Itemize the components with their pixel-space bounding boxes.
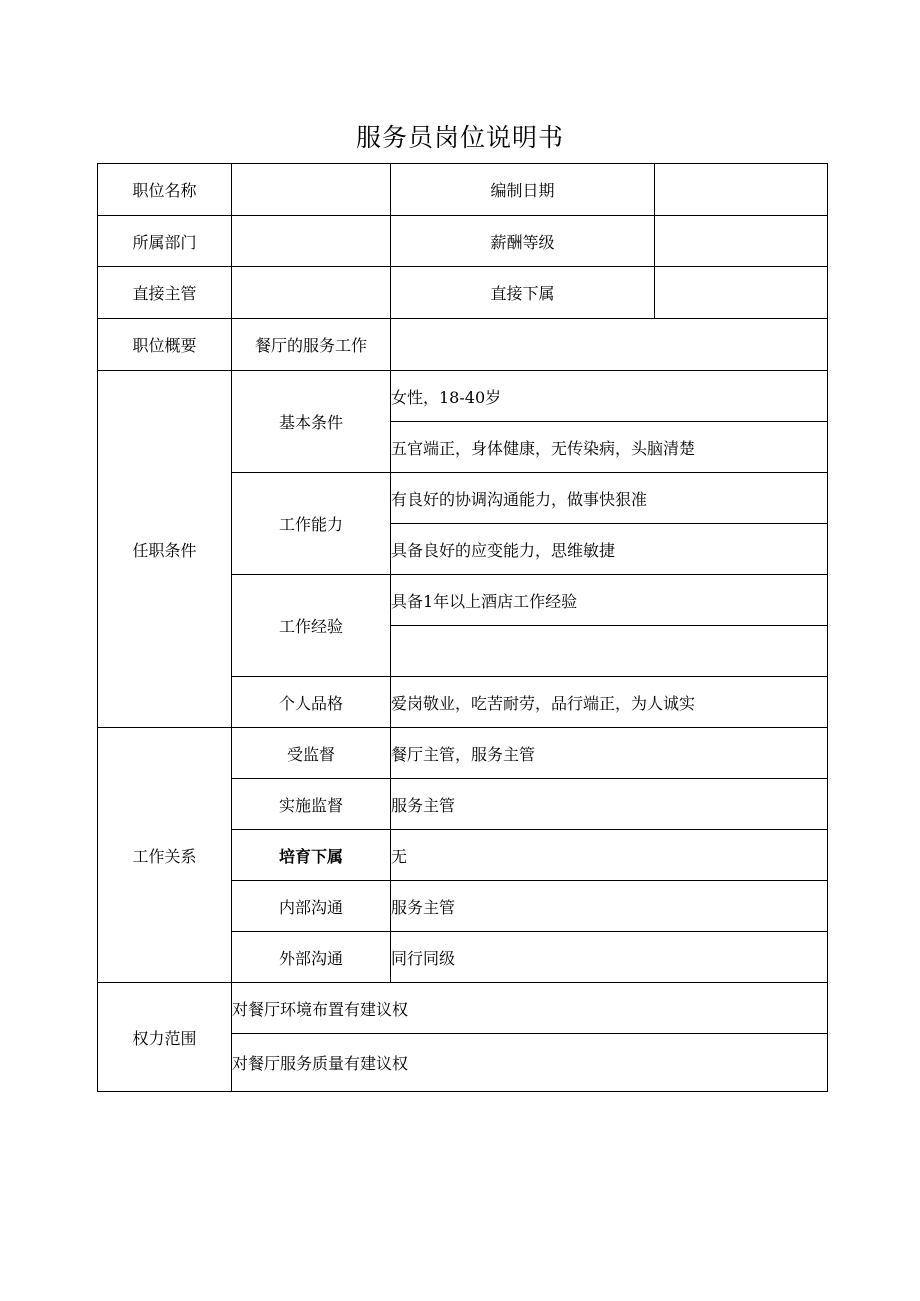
work-experience-item: 具备1年以上酒店工作经验: [391, 575, 828, 626]
row-supervisor: [98, 267, 828, 319]
personal-character-value: 爱岗敬业，吃苦耐劳，品行端正，为人诚实: [391, 677, 828, 728]
row-authority-1: [98, 983, 828, 1034]
work-ability-item: 具备良好的应变能力，思维敏捷: [391, 524, 828, 575]
work-ability-item: 有良好的协调沟通能力，做事快狠准: [391, 473, 828, 524]
relation-label: 培育下属: [232, 830, 391, 881]
document-title: 服务员岗位说明书: [355, 123, 564, 152]
department-value[interactable]: [232, 216, 391, 267]
department-label: 所属部门: [98, 216, 232, 267]
direct-subordinate-value[interactable]: [655, 267, 828, 319]
authority-item: 对餐厅服务质量有建议权: [232, 1034, 828, 1092]
row-summary: [98, 319, 828, 371]
basic-condition-item: 女性，18-40岁: [391, 371, 828, 422]
salary-grade-value[interactable]: [655, 216, 828, 267]
summary-blank: [391, 319, 828, 371]
row-position-name: [98, 164, 828, 216]
relation-label: 实施监督: [232, 779, 391, 830]
direct-supervisor-value[interactable]: [232, 267, 391, 319]
row-relation-supervised: [98, 728, 828, 779]
authority-item: 对餐厅环境布置有建议权: [232, 983, 828, 1034]
summary-label: 职位概要: [98, 319, 232, 371]
salary-grade-label: 薪酬等级: [391, 216, 655, 267]
work-experience-item: [391, 626, 828, 677]
relation-label: 内部沟通: [232, 881, 391, 932]
relation-value: 服务主管: [391, 881, 828, 932]
position-name-value[interactable]: [232, 164, 391, 216]
work-ability-label: 工作能力: [232, 473, 391, 575]
position-name-label: 职位名称: [98, 164, 232, 216]
basic-conditions-label: 基本条件: [232, 371, 391, 473]
qualifications-label: 任职条件: [98, 371, 232, 728]
relation-value: 餐厅主管，服务主管: [391, 728, 828, 779]
relation-value: 无: [391, 830, 828, 881]
summary-value: 餐厅的服务工作: [232, 319, 391, 371]
basic-condition-item: 五官端正，身体健康，无传染病，头脑清楚: [391, 422, 828, 473]
relation-label: 外部沟通: [232, 932, 391, 983]
relation-label: 受监督: [232, 728, 391, 779]
row-department: [98, 216, 828, 267]
authority-label: 权力范围: [98, 983, 232, 1092]
compile-date-label: 编制日期: [391, 164, 655, 216]
relation-value: 同行同级: [391, 932, 828, 983]
direct-subordinate-label: 直接下属: [391, 267, 655, 319]
job-description-table: [97, 163, 828, 1092]
relation-value: 服务主管: [391, 779, 828, 830]
direct-supervisor-label: 直接主管: [98, 267, 232, 319]
work-relations-label: 工作关系: [98, 728, 232, 983]
personal-character-label: 个人品格: [232, 677, 391, 728]
row-basic-1: [98, 371, 828, 422]
work-experience-label: 工作经验: [232, 575, 391, 677]
compile-date-value[interactable]: [655, 164, 828, 216]
